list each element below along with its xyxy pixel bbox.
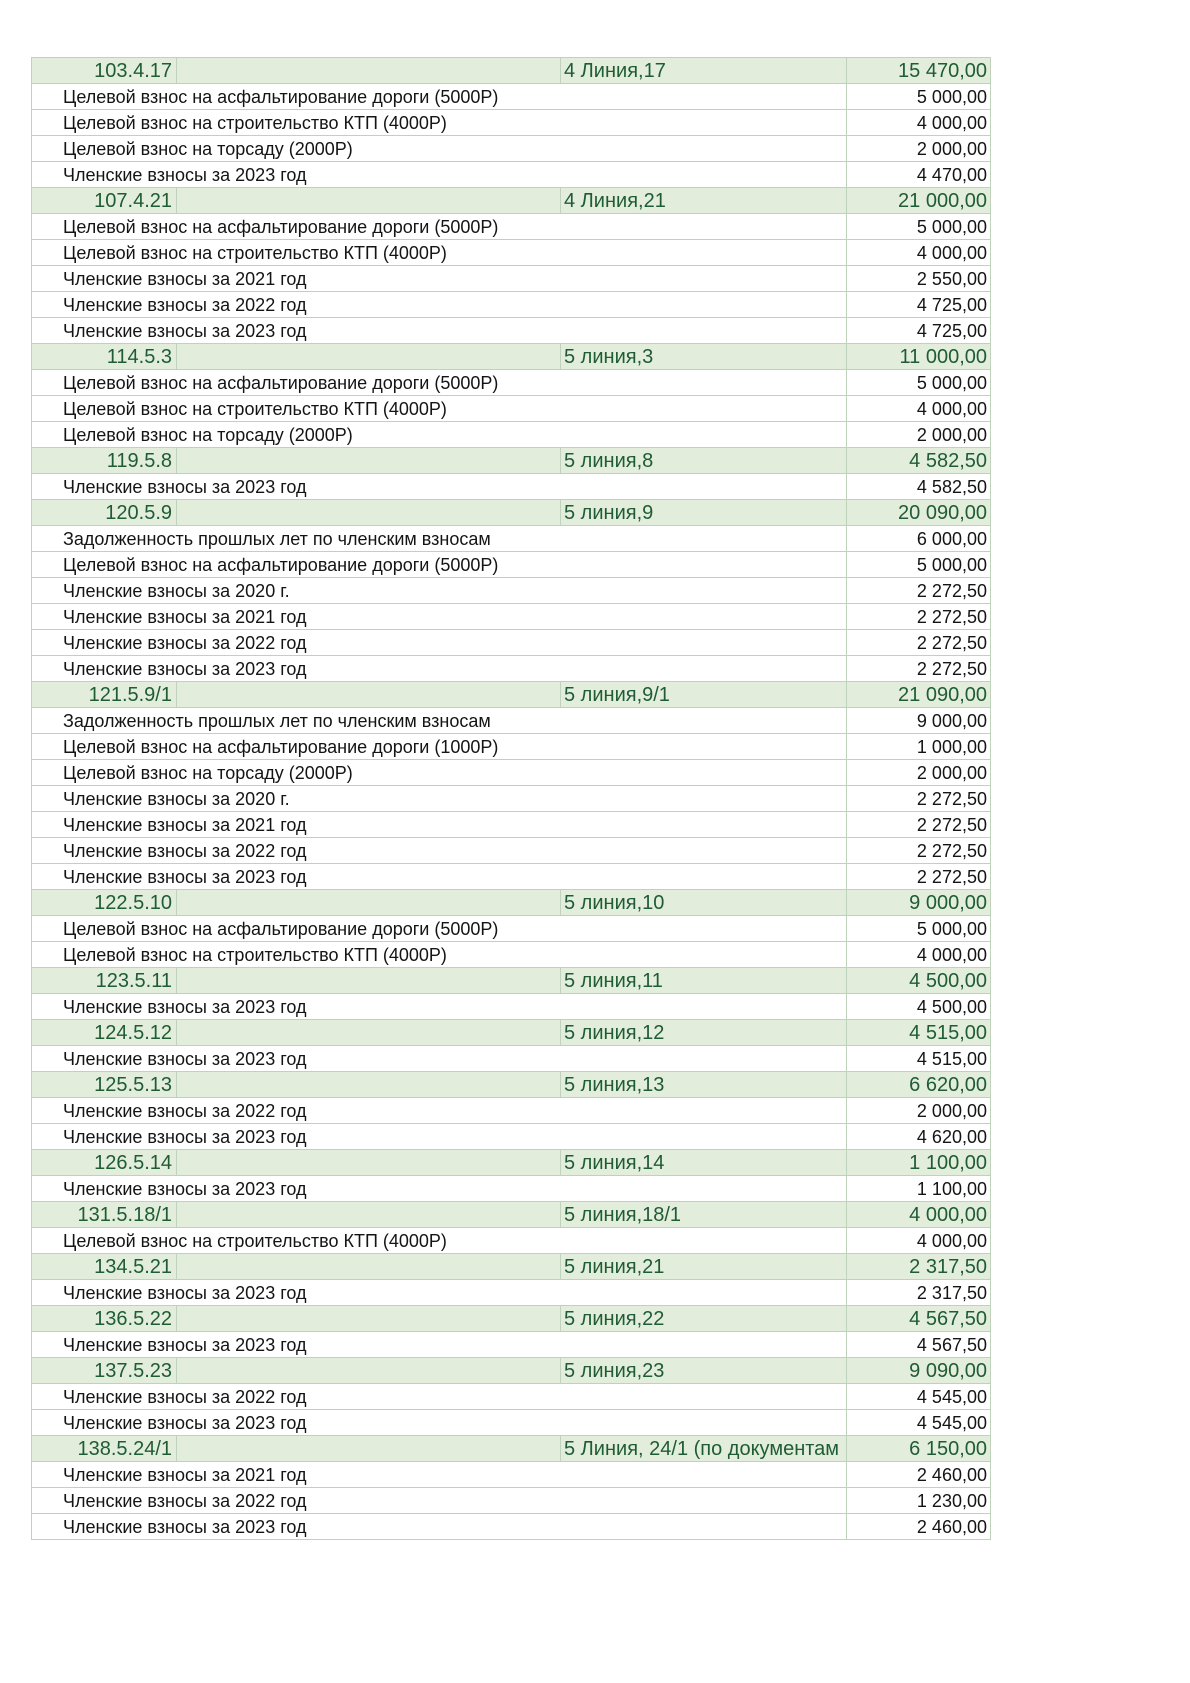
fee-description: Целевой взнос на торсаду (2000Р) xyxy=(32,136,847,162)
fee-amount: 4 000,00 xyxy=(847,396,991,422)
plot-header-row xyxy=(32,1436,991,1462)
fee-amount: 5 000,00 xyxy=(847,214,991,240)
fee-description: Членские взносы за 2022 год xyxy=(32,838,847,864)
plot-address: 5 линия,9/1 xyxy=(561,682,847,708)
fee-description: Членские взносы за 2023 год xyxy=(32,1046,847,1072)
fee-amount: 2 272,50 xyxy=(847,838,991,864)
plot-number: 114.5.3 xyxy=(32,344,177,370)
fee-row xyxy=(32,84,991,110)
plot-address: 5 Линия, 24/1 (по документам xyxy=(561,1436,847,1462)
fee-row xyxy=(32,266,991,292)
fee-row xyxy=(32,838,991,864)
plot-address: 4 Линия,17 xyxy=(561,58,847,84)
plot-number: 103.4.17 xyxy=(32,58,177,84)
plot-total: 20 090,00 xyxy=(847,500,991,526)
plot-address: 5 линия,22 xyxy=(561,1306,847,1332)
plot-number: 131.5.18/1 xyxy=(32,1202,177,1228)
plot-total: 21 090,00 xyxy=(847,682,991,708)
plot-number: 122.5.10 xyxy=(32,890,177,916)
fee-amount: 2 000,00 xyxy=(847,760,991,786)
plot-number: 125.5.13 xyxy=(32,1072,177,1098)
blank-cell xyxy=(177,1436,561,1462)
fee-row xyxy=(32,708,991,734)
fee-amount: 2 317,50 xyxy=(847,1280,991,1306)
plot-total: 4 515,00 xyxy=(847,1020,991,1046)
plot-number: 120.5.9 xyxy=(32,500,177,526)
plot-total: 4 000,00 xyxy=(847,1202,991,1228)
fee-row xyxy=(32,1176,991,1202)
fee-row xyxy=(32,760,991,786)
plot-number: 123.5.11 xyxy=(32,968,177,994)
fee-amount: 2 000,00 xyxy=(847,1098,991,1124)
fee-description: Целевой взнос на строительство КТП (4000Р) xyxy=(32,1228,847,1254)
blank-cell xyxy=(177,1020,561,1046)
fee-description: Задолженность прошлых лет по членским взносам xyxy=(32,526,847,552)
fee-row xyxy=(32,552,991,578)
plot-total: 2 317,50 xyxy=(847,1254,991,1280)
fee-description: Целевой взнос на торсаду (2000Р) xyxy=(32,422,847,448)
plot-total: 11 000,00 xyxy=(847,344,991,370)
blank-cell xyxy=(177,188,561,214)
fee-amount: 4 000,00 xyxy=(847,110,991,136)
plot-number: 136.5.22 xyxy=(32,1306,177,1332)
fee-description: Целевой взнос на асфальтирование дороги (5000Р) xyxy=(32,552,847,578)
fee-description: Целевой взнос на асфальтирование дороги (5000Р) xyxy=(32,214,847,240)
plot-number: 121.5.9/1 xyxy=(32,682,177,708)
plot-total: 15 470,00 xyxy=(847,58,991,84)
plot-header-row xyxy=(32,344,991,370)
plot-header-row xyxy=(32,188,991,214)
plot-number: 119.5.8 xyxy=(32,448,177,474)
fee-amount: 1 000,00 xyxy=(847,734,991,760)
fee-description: Членские взносы за 2020 г. xyxy=(32,786,847,812)
fee-amount: 5 000,00 xyxy=(847,84,991,110)
fee-row xyxy=(32,1488,991,1514)
blank-cell xyxy=(177,890,561,916)
fee-row xyxy=(32,604,991,630)
fee-description: Членские взносы за 2022 год xyxy=(32,1488,847,1514)
fee-description: Членские взносы за 2021 год xyxy=(32,812,847,838)
fee-amount: 4 582,50 xyxy=(847,474,991,500)
plot-header-row xyxy=(32,448,991,474)
fees-table-body xyxy=(32,58,991,1540)
fee-amount: 2 272,50 xyxy=(847,786,991,812)
fee-row xyxy=(32,812,991,838)
blank-cell xyxy=(177,1254,561,1280)
plot-address: 5 линия,9 xyxy=(561,500,847,526)
plot-number: 126.5.14 xyxy=(32,1150,177,1176)
fee-amount: 2 272,50 xyxy=(847,864,991,890)
plot-header-row xyxy=(32,500,991,526)
fees-table xyxy=(31,57,991,1540)
plot-address: 4 Линия,21 xyxy=(561,188,847,214)
fee-description: Членские взносы за 2023 год xyxy=(32,1176,847,1202)
plot-header-row xyxy=(32,1150,991,1176)
fee-row xyxy=(32,916,991,942)
blank-cell xyxy=(177,968,561,994)
fee-description: Членские взносы за 2023 год xyxy=(32,474,847,500)
fee-row xyxy=(32,136,991,162)
fee-description: Целевой взнос на асфальтирование дороги (5000Р) xyxy=(32,84,847,110)
fee-row xyxy=(32,1384,991,1410)
fee-row xyxy=(32,474,991,500)
plot-header-row xyxy=(32,682,991,708)
fee-amount: 2 460,00 xyxy=(847,1462,991,1488)
fee-row xyxy=(32,1514,991,1540)
fee-amount: 4 500,00 xyxy=(847,994,991,1020)
fee-row xyxy=(32,318,991,344)
fee-amount: 9 000,00 xyxy=(847,708,991,734)
plot-header-row xyxy=(32,1306,991,1332)
fee-row xyxy=(32,1228,991,1254)
fee-amount: 4 620,00 xyxy=(847,1124,991,1150)
plot-number: 138.5.24/1 xyxy=(32,1436,177,1462)
fee-description: Задолженность прошлых лет по членским взносам xyxy=(32,708,847,734)
plot-address: 5 линия,10 xyxy=(561,890,847,916)
fee-row xyxy=(32,214,991,240)
plot-address: 5 линия,14 xyxy=(561,1150,847,1176)
fee-row xyxy=(32,240,991,266)
fee-description: Целевой взнос на асфальтирование дороги (5000Р) xyxy=(32,370,847,396)
plot-address: 5 линия,11 xyxy=(561,968,847,994)
plot-header-row xyxy=(32,890,991,916)
fee-amount: 4 000,00 xyxy=(847,942,991,968)
blank-cell xyxy=(177,500,561,526)
plot-header-row xyxy=(32,968,991,994)
fee-description: Целевой взнос на строительство КТП (4000Р) xyxy=(32,942,847,968)
fee-description: Членские взносы за 2023 год xyxy=(32,1124,847,1150)
plot-header-row xyxy=(32,1254,991,1280)
plot-number: 137.5.23 xyxy=(32,1358,177,1384)
fee-row xyxy=(32,786,991,812)
fee-row xyxy=(32,1462,991,1488)
fee-row xyxy=(32,370,991,396)
fee-row xyxy=(32,162,991,188)
plot-number: 107.4.21 xyxy=(32,188,177,214)
plot-number: 124.5.12 xyxy=(32,1020,177,1046)
fee-amount: 4 545,00 xyxy=(847,1410,991,1436)
fee-amount: 4 725,00 xyxy=(847,318,991,344)
fee-row xyxy=(32,630,991,656)
fee-row xyxy=(32,1098,991,1124)
fee-amount: 2 272,50 xyxy=(847,630,991,656)
fee-description: Целевой взнос на строительство КТП (4000Р) xyxy=(32,110,847,136)
plot-total: 6 620,00 xyxy=(847,1072,991,1098)
blank-cell xyxy=(177,344,561,370)
fee-row xyxy=(32,292,991,318)
plot-header-row xyxy=(32,1358,991,1384)
fee-amount: 2 460,00 xyxy=(847,1514,991,1540)
fee-row xyxy=(32,110,991,136)
plot-address: 5 линия,3 xyxy=(561,344,847,370)
fee-row xyxy=(32,1410,991,1436)
fee-description: Целевой взнос на асфальтирование дороги (5000Р) xyxy=(32,916,847,942)
fee-description: Целевой взнос на строительство КТП (4000Р) xyxy=(32,396,847,422)
plot-address: 5 линия,13 xyxy=(561,1072,847,1098)
fee-description: Членские взносы за 2023 год xyxy=(32,1332,847,1358)
fee-description: Целевой взнос на торсаду (2000Р) xyxy=(32,760,847,786)
fee-description: Членские взносы за 2023 год xyxy=(32,994,847,1020)
blank-cell xyxy=(177,448,561,474)
fee-amount: 1 230,00 xyxy=(847,1488,991,1514)
plot-total: 4 500,00 xyxy=(847,968,991,994)
fee-description: Членские взносы за 2022 год xyxy=(32,630,847,656)
fee-row xyxy=(32,422,991,448)
fee-row xyxy=(32,864,991,890)
fee-description: Членские взносы за 2023 год xyxy=(32,1280,847,1306)
fee-amount: 2 272,50 xyxy=(847,656,991,682)
plot-address: 5 линия,23 xyxy=(561,1358,847,1384)
plot-number: 134.5.21 xyxy=(32,1254,177,1280)
fee-description: Членские взносы за 2023 год xyxy=(32,864,847,890)
fee-row xyxy=(32,994,991,1020)
blank-cell xyxy=(177,58,561,84)
fee-row xyxy=(32,734,991,760)
fee-row xyxy=(32,1046,991,1072)
plot-address: 5 линия,21 xyxy=(561,1254,847,1280)
plot-total: 9 000,00 xyxy=(847,890,991,916)
fee-description: Членские взносы за 2021 год xyxy=(32,604,847,630)
blank-cell xyxy=(177,1202,561,1228)
fee-amount: 2 000,00 xyxy=(847,136,991,162)
blank-cell xyxy=(177,1072,561,1098)
fee-row xyxy=(32,526,991,552)
fee-description: Членские взносы за 2023 год xyxy=(32,1410,847,1436)
fee-description: Членские взносы за 2020 г. xyxy=(32,578,847,604)
fee-row xyxy=(32,396,991,422)
fee-amount: 4 000,00 xyxy=(847,240,991,266)
fee-description: Членские взносы за 2023 год xyxy=(32,162,847,188)
fee-amount: 2 272,50 xyxy=(847,604,991,630)
fee-row xyxy=(32,1280,991,1306)
fee-amount: 5 000,00 xyxy=(847,916,991,942)
fee-amount: 4 515,00 xyxy=(847,1046,991,1072)
fee-amount: 4 567,50 xyxy=(847,1332,991,1358)
blank-cell xyxy=(177,1150,561,1176)
fee-amount: 1 100,00 xyxy=(847,1176,991,1202)
blank-cell xyxy=(177,682,561,708)
fee-description: Членские взносы за 2023 год xyxy=(32,656,847,682)
fee-description: Членские взносы за 2022 год xyxy=(32,1098,847,1124)
fee-amount: 6 000,00 xyxy=(847,526,991,552)
plot-header-row xyxy=(32,1072,991,1098)
plot-address: 5 линия,8 xyxy=(561,448,847,474)
fee-description: Членские взносы за 2023 год xyxy=(32,318,847,344)
fee-row xyxy=(32,578,991,604)
plot-total: 4 567,50 xyxy=(847,1306,991,1332)
fee-row xyxy=(32,942,991,968)
fee-amount: 2 272,50 xyxy=(847,578,991,604)
fee-row xyxy=(32,1332,991,1358)
fee-amount: 4 545,00 xyxy=(847,1384,991,1410)
fee-description: Целевой взнос на асфальтирование дороги (1000Р) xyxy=(32,734,847,760)
fee-description: Членские взносы за 2023 год xyxy=(32,1514,847,1540)
fee-amount: 2 272,50 xyxy=(847,812,991,838)
fee-row xyxy=(32,1124,991,1150)
fee-description: Членские взносы за 2022 год xyxy=(32,1384,847,1410)
fee-amount: 4 470,00 xyxy=(847,162,991,188)
fee-description: Членские взносы за 2022 год xyxy=(32,292,847,318)
fee-amount: 5 000,00 xyxy=(847,552,991,578)
fee-description: Целевой взнос на строительство КТП (4000Р) xyxy=(32,240,847,266)
fee-amount: 5 000,00 xyxy=(847,370,991,396)
plot-total: 9 090,00 xyxy=(847,1358,991,1384)
fee-amount: 2 000,00 xyxy=(847,422,991,448)
plot-header-row xyxy=(32,58,991,84)
plot-address: 5 линия,18/1 xyxy=(561,1202,847,1228)
fee-amount: 4 000,00 xyxy=(847,1228,991,1254)
plot-total: 6 150,00 xyxy=(847,1436,991,1462)
fee-description: Членские взносы за 2021 год xyxy=(32,266,847,292)
fee-row xyxy=(32,656,991,682)
plot-header-row xyxy=(32,1202,991,1228)
blank-cell xyxy=(177,1306,561,1332)
plot-address: 5 линия,12 xyxy=(561,1020,847,1046)
fee-amount: 4 725,00 xyxy=(847,292,991,318)
fee-amount: 2 550,00 xyxy=(847,266,991,292)
blank-cell xyxy=(177,1358,561,1384)
plot-header-row xyxy=(32,1020,991,1046)
plot-total: 1 100,00 xyxy=(847,1150,991,1176)
fee-description: Членские взносы за 2021 год xyxy=(32,1462,847,1488)
plot-total: 4 582,50 xyxy=(847,448,991,474)
plot-total: 21 000,00 xyxy=(847,188,991,214)
